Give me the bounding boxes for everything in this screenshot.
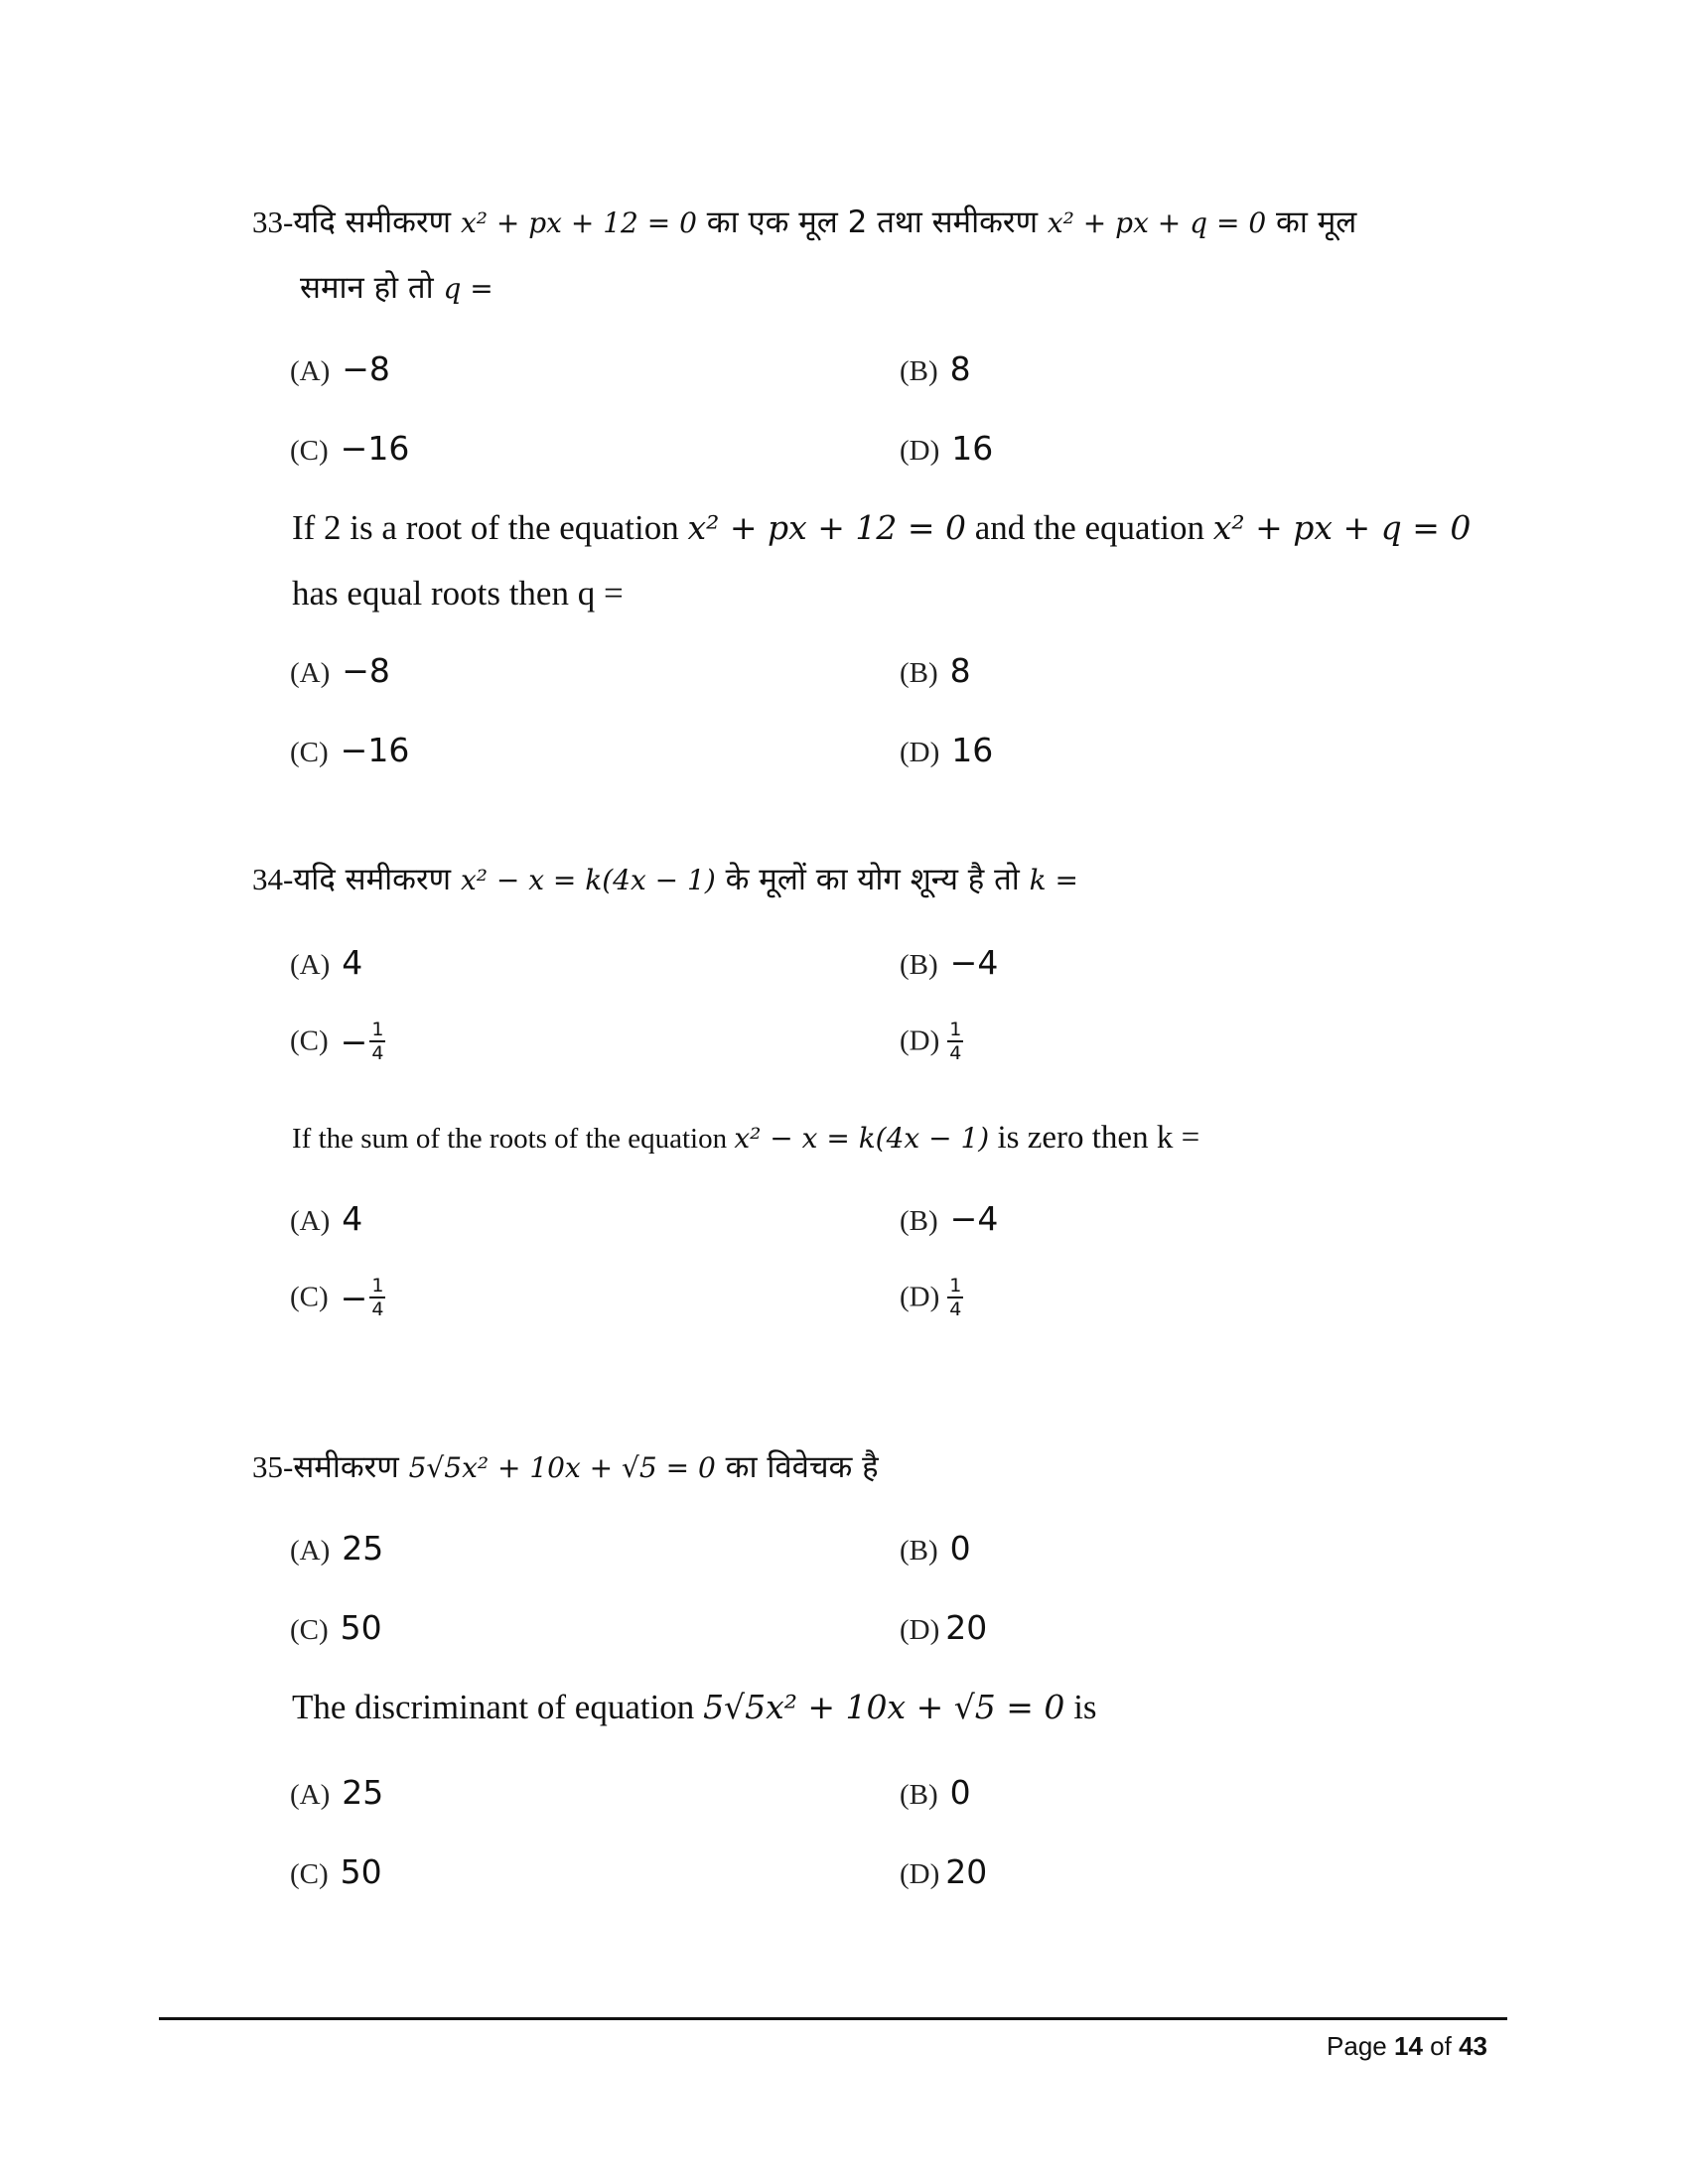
of-word: of [1430,2031,1452,2061]
question-text: समीकरण [293,1449,409,1485]
math-expression: x² + px + q = 0 [1047,206,1267,239]
option-label: (B) [900,949,938,981]
option-label: (A) [290,949,331,981]
math-expression: x² + px + 12 = 0 [460,206,697,239]
option-value: −16 [340,429,410,468]
option-a [290,1529,383,1568]
footer-divider [159,2017,1507,2020]
current-page: 14 [1394,2031,1423,2061]
option-c [290,1852,382,1891]
option-b [900,943,998,982]
option-b [900,1529,971,1568]
option-value: 25 [342,1773,384,1812]
math-expression: x² + px + 12 = 0 [687,508,966,547]
option-value: 25 [342,1529,384,1568]
question-text: and the equation [965,508,1213,547]
option-value: 8 [949,349,971,388]
question-33-hindi-line2 [300,266,493,308]
option-d [900,1019,963,1064]
fraction-denominator: 4 [371,1042,384,1064]
option-a [290,651,390,690]
fraction-numerator: 1 [371,1275,384,1297]
question-text: यदि समीकरण [293,862,461,897]
question-text: If 2 is a root of the equation [292,508,688,547]
question-text: का विवेचक है [715,1449,879,1485]
fraction [369,1019,385,1064]
question-33-english-line1 [292,508,1471,548]
fraction-denominator: 4 [949,1042,962,1064]
option-value: −4 [949,1199,999,1238]
page-number [1327,2031,1487,2062]
option-label: (C) [290,435,329,467]
option-value: −4 [949,943,999,982]
option-label: (C) [290,737,329,768]
option-label: (C) [290,1024,329,1057]
option-c [290,1608,382,1647]
option-d [900,1852,987,1891]
question-text: समान हो तो [300,270,444,306]
math-expression: q = [443,272,493,305]
page-word: Page [1327,2031,1387,2061]
math-expression: k = [1029,864,1078,896]
question-35-hindi [252,1445,879,1487]
option-d [900,1608,987,1647]
question-35-english [292,1688,1097,1727]
question-text: is [1064,1688,1097,1726]
total-pages: 43 [1459,2031,1487,2061]
option-label: (A) [290,657,331,689]
math-expression: 5√5x² + 10x + √5 = 0 [703,1688,1065,1726]
question-number: 33- [252,205,294,239]
math-expression: x² − x = k(4x − 1) [734,1122,990,1155]
option-a [290,943,362,982]
option-d [900,429,993,468]
question-text: The discriminant of equation [292,1688,704,1726]
option-value: 20 [945,1852,988,1891]
option-label: (A) [290,1205,331,1237]
fraction [369,1275,385,1320]
fraction [947,1019,963,1064]
question-34-hindi [252,858,1078,899]
question-33-hindi-line1 [252,201,1356,242]
option-value: −8 [342,349,390,388]
question-text [293,205,1357,240]
math-expression: x² − x = k(4x − 1) [460,864,716,896]
option-value: 4 [342,943,363,982]
option-value: 0 [949,1529,971,1568]
option-label: (D) [900,1281,940,1313]
option-value: 4 [342,1199,363,1238]
minus-sign: − [340,1278,368,1317]
fraction-numerator: 1 [949,1275,962,1297]
question-text: का मूल [1266,205,1357,240]
option-a [290,1199,362,1238]
option-label: (B) [900,355,938,387]
option-value: 16 [951,429,994,468]
option-a [290,349,390,388]
minus-sign: − [340,1022,368,1061]
option-label: (D) [900,737,940,768]
question-text: is zero then k = [989,1120,1200,1156]
option-c [290,1019,385,1064]
option-label: (A) [290,1535,331,1567]
option-label: (B) [900,1535,938,1567]
option-value: 50 [340,1852,382,1891]
question-number: 34- [252,862,294,896]
option-label: (D) [900,1024,940,1057]
question-number: 35- [252,1449,294,1484]
question-text: यदि समीकरण [293,205,461,240]
option-value: 50 [340,1608,382,1647]
option-b [900,349,971,388]
question-34-english [292,1120,1199,1157]
option-value: 8 [949,651,971,690]
math-expression: 5√5x² + 10x + √5 = 0 [408,1451,716,1484]
question-text: का एक मूल 2 तथा समीकरण [696,205,1048,240]
option-c [290,1275,385,1320]
option-label: (D) [900,1858,940,1890]
option-value: 16 [951,731,994,769]
fraction-numerator: 1 [371,1019,384,1040]
option-label: (C) [290,1858,329,1890]
fraction-denominator: 4 [949,1298,962,1320]
option-label: (D) [900,435,940,467]
option-label: (C) [290,1614,329,1646]
question-33-english-line2: has equal roots then q = [292,574,624,613]
option-label: (A) [290,1779,331,1811]
option-label: (B) [900,1205,938,1237]
option-value: 20 [945,1608,988,1647]
fraction-denominator: 4 [371,1298,384,1320]
option-b [900,1773,971,1812]
option-value: 0 [949,1773,971,1812]
option-d [900,1275,963,1320]
fraction-numerator: 1 [949,1019,962,1040]
option-d [900,731,993,769]
option-label: (C) [290,1281,329,1313]
math-expression: x² + px + q = 0 [1212,508,1472,547]
fraction [947,1275,963,1320]
question-text: के मूलों का योग शून्य है तो [715,862,1030,897]
option-label: (B) [900,1779,938,1811]
option-value: −16 [340,731,410,769]
option-value: −8 [342,651,390,690]
option-c [290,429,409,468]
option-label: (A) [290,355,331,387]
option-label: (B) [900,657,938,689]
question-text: If the sum of the roots of the equation [292,1123,735,1155]
option-c [290,731,409,769]
option-label: (D) [900,1614,940,1646]
option-b [900,1199,998,1238]
option-a [290,1773,383,1812]
option-b [900,651,971,690]
